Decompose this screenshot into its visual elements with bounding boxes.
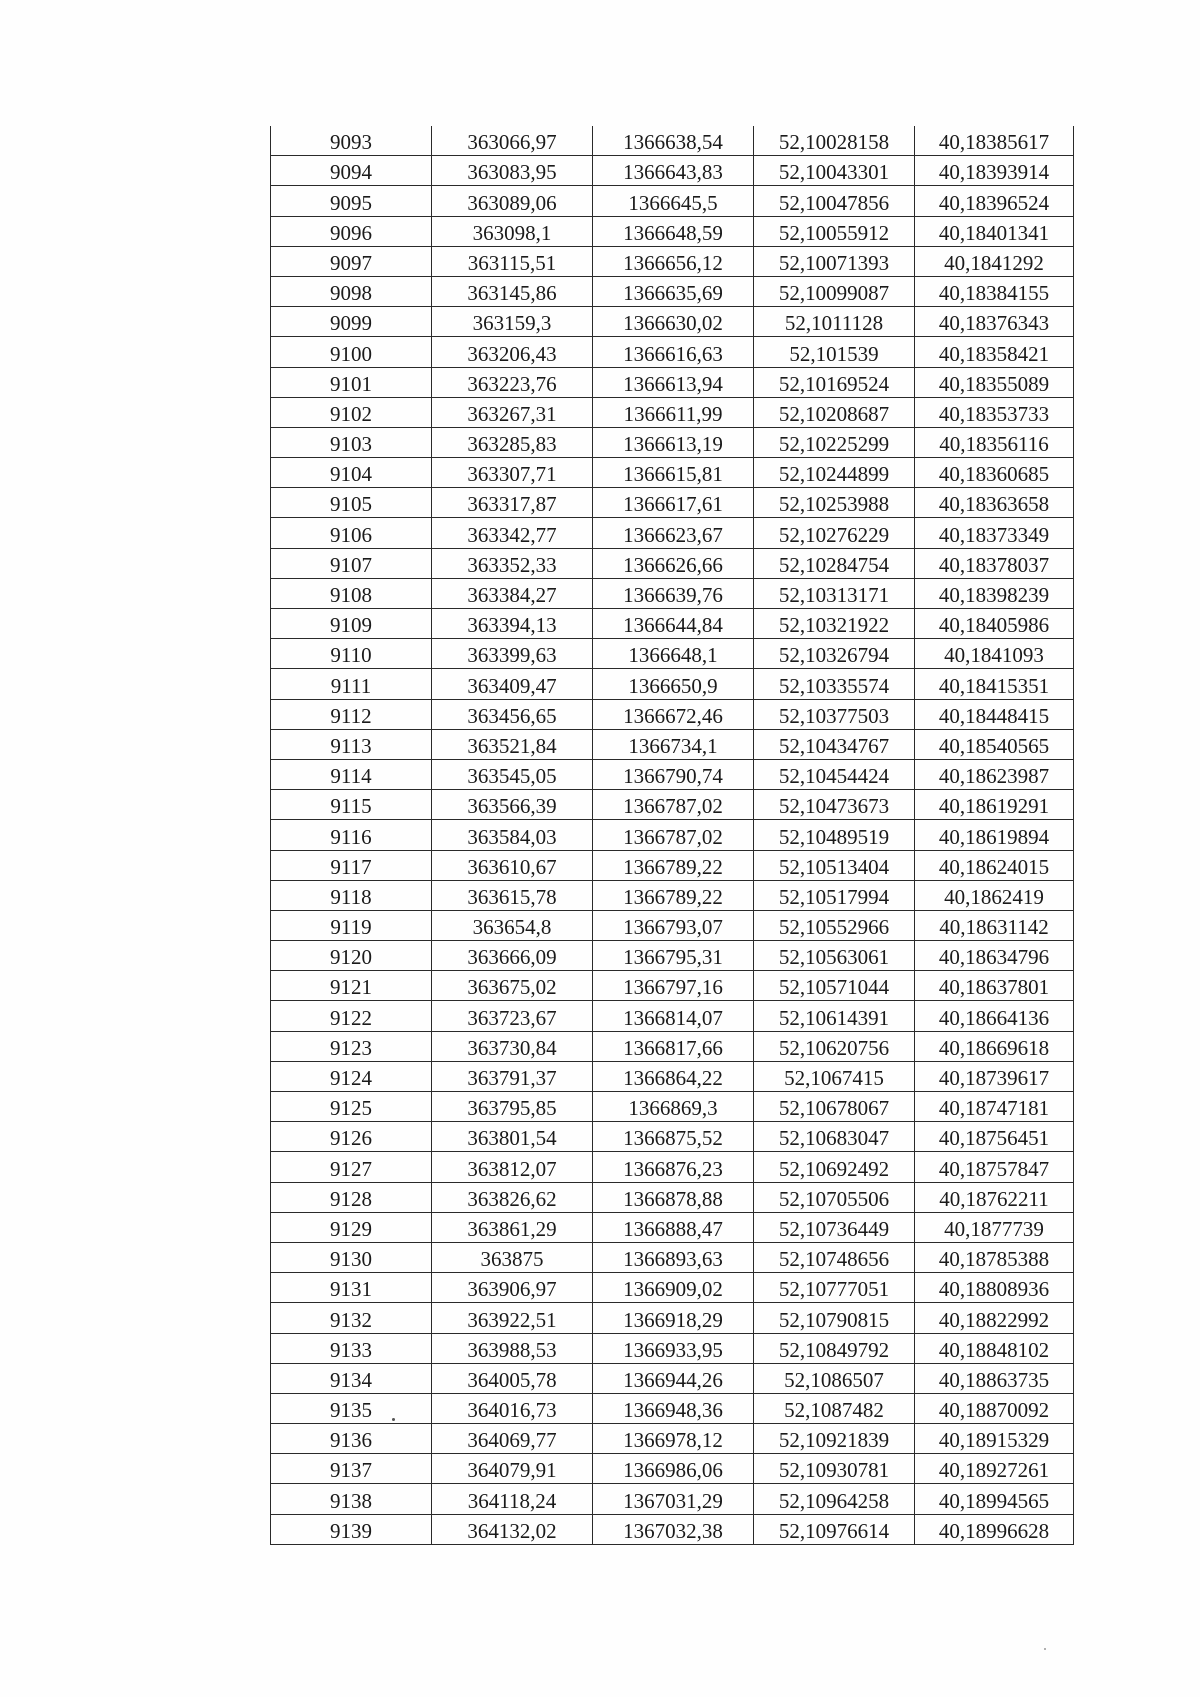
coordinates-table bbox=[270, 126, 1074, 1545]
x-coordinate-cell: 363666,09 bbox=[432, 941, 593, 971]
coordinates-table-body bbox=[271, 126, 1074, 1544]
x-coordinate-cell: 363801,54 bbox=[432, 1122, 593, 1152]
y-coordinate-cell: 1366643,83 bbox=[593, 156, 754, 186]
point-number-cell: 9120 bbox=[271, 941, 432, 971]
point-number-cell: 9100 bbox=[271, 337, 432, 367]
x-coordinate-cell: 363399,63 bbox=[432, 639, 593, 669]
longitude-cell: 40,18747181 bbox=[915, 1092, 1074, 1122]
point-number-cell: 9096 bbox=[271, 216, 432, 246]
point-number-cell: 9124 bbox=[271, 1061, 432, 1091]
x-coordinate-cell: 363352,33 bbox=[432, 548, 593, 578]
longitude-cell: 40,18353733 bbox=[915, 397, 1074, 427]
table-row bbox=[271, 458, 1074, 488]
y-coordinate-cell: 1366613,94 bbox=[593, 367, 754, 397]
point-number-cell: 9139 bbox=[271, 1514, 432, 1544]
table-row bbox=[271, 578, 1074, 608]
longitude-cell: 40,18863735 bbox=[915, 1363, 1074, 1393]
x-coordinate-cell: 363615,78 bbox=[432, 880, 593, 910]
x-coordinate-cell: 363394,13 bbox=[432, 609, 593, 639]
x-coordinate-cell: 363223,76 bbox=[432, 367, 593, 397]
latitude-cell: 52,10099087 bbox=[754, 276, 915, 306]
x-coordinate-cell: 363066,97 bbox=[432, 126, 593, 156]
point-number-cell: 9098 bbox=[271, 276, 432, 306]
table-row bbox=[271, 1303, 1074, 1333]
latitude-cell: 52,10736449 bbox=[754, 1212, 915, 1242]
x-coordinate-cell: 363115,51 bbox=[432, 246, 593, 276]
latitude-cell: 52,1086507 bbox=[754, 1363, 915, 1393]
table-row bbox=[271, 1092, 1074, 1122]
x-coordinate-cell: 363159,3 bbox=[432, 307, 593, 337]
y-coordinate-cell: 1366613,19 bbox=[593, 427, 754, 457]
point-number-cell: 9130 bbox=[271, 1242, 432, 1272]
x-coordinate-cell: 363384,27 bbox=[432, 578, 593, 608]
y-coordinate-cell: 1366734,1 bbox=[593, 729, 754, 759]
point-number-cell: 9126 bbox=[271, 1122, 432, 1152]
longitude-cell: 40,18356116 bbox=[915, 427, 1074, 457]
latitude-cell: 52,10225299 bbox=[754, 427, 915, 457]
point-number-cell: 9093 bbox=[271, 126, 432, 156]
table-row bbox=[271, 156, 1074, 186]
table-row bbox=[271, 1212, 1074, 1242]
longitude-cell: 40,18756451 bbox=[915, 1122, 1074, 1152]
latitude-cell: 52,10552966 bbox=[754, 910, 915, 940]
table-row bbox=[271, 790, 1074, 820]
x-coordinate-cell: 363654,8 bbox=[432, 910, 593, 940]
point-number-cell: 9129 bbox=[271, 1212, 432, 1242]
point-number-cell: 9131 bbox=[271, 1273, 432, 1303]
latitude-cell: 52,10321922 bbox=[754, 609, 915, 639]
y-coordinate-cell: 1366644,84 bbox=[593, 609, 754, 639]
latitude-cell: 52,10434767 bbox=[754, 729, 915, 759]
table-row bbox=[271, 367, 1074, 397]
latitude-cell: 52,10377503 bbox=[754, 699, 915, 729]
table-row bbox=[271, 1061, 1074, 1091]
longitude-cell: 40,18448415 bbox=[915, 699, 1074, 729]
point-number-cell: 9112 bbox=[271, 699, 432, 729]
y-coordinate-cell: 1366875,52 bbox=[593, 1122, 754, 1152]
latitude-cell: 52,10071393 bbox=[754, 246, 915, 276]
y-coordinate-cell: 1367031,29 bbox=[593, 1484, 754, 1514]
latitude-cell: 52,10692492 bbox=[754, 1152, 915, 1182]
point-number-cell: 9123 bbox=[271, 1031, 432, 1061]
y-coordinate-cell: 1366639,76 bbox=[593, 578, 754, 608]
latitude-cell: 52,10571044 bbox=[754, 971, 915, 1001]
point-number-cell: 9138 bbox=[271, 1484, 432, 1514]
y-coordinate-cell: 1366638,54 bbox=[593, 126, 754, 156]
y-coordinate-cell: 1366615,81 bbox=[593, 458, 754, 488]
latitude-cell: 52,10473673 bbox=[754, 790, 915, 820]
y-coordinate-cell: 1366626,66 bbox=[593, 548, 754, 578]
point-number-cell: 9116 bbox=[271, 820, 432, 850]
table-row bbox=[271, 1424, 1074, 1454]
point-number-cell: 9137 bbox=[271, 1454, 432, 1484]
x-coordinate-cell: 363861,29 bbox=[432, 1212, 593, 1242]
point-number-cell: 9110 bbox=[271, 639, 432, 669]
longitude-cell: 40,18415351 bbox=[915, 669, 1074, 699]
table-row bbox=[271, 759, 1074, 789]
point-number-cell: 9136 bbox=[271, 1424, 432, 1454]
latitude-cell: 52,10678067 bbox=[754, 1092, 915, 1122]
longitude-cell: 40,18619291 bbox=[915, 790, 1074, 820]
point-number-cell: 9134 bbox=[271, 1363, 432, 1393]
table-row bbox=[271, 609, 1074, 639]
longitude-cell: 40,18623987 bbox=[915, 759, 1074, 789]
latitude-cell: 52,10777051 bbox=[754, 1273, 915, 1303]
y-coordinate-cell: 1366645,5 bbox=[593, 186, 754, 216]
table-row bbox=[271, 1152, 1074, 1182]
y-coordinate-cell: 1366630,02 bbox=[593, 307, 754, 337]
point-number-cell: 9122 bbox=[271, 1001, 432, 1031]
longitude-cell: 40,1841292 bbox=[915, 246, 1074, 276]
table-row bbox=[271, 971, 1074, 1001]
latitude-cell: 52,10169524 bbox=[754, 367, 915, 397]
x-coordinate-cell: 363456,65 bbox=[432, 699, 593, 729]
y-coordinate-cell: 1366650,9 bbox=[593, 669, 754, 699]
table-row bbox=[271, 1514, 1074, 1544]
table-row bbox=[271, 699, 1074, 729]
point-number-cell: 9133 bbox=[271, 1333, 432, 1363]
longitude-cell: 40,18385617 bbox=[915, 126, 1074, 156]
latitude-cell: 52,10620756 bbox=[754, 1031, 915, 1061]
table-row bbox=[271, 518, 1074, 548]
table-row bbox=[271, 276, 1074, 306]
longitude-cell: 40,18631142 bbox=[915, 910, 1074, 940]
y-coordinate-cell: 1366864,22 bbox=[593, 1061, 754, 1091]
x-coordinate-cell: 363723,67 bbox=[432, 1001, 593, 1031]
latitude-cell: 52,10326794 bbox=[754, 639, 915, 669]
x-coordinate-cell: 363610,67 bbox=[432, 850, 593, 880]
latitude-cell: 52,10964258 bbox=[754, 1484, 915, 1514]
table-row bbox=[271, 1242, 1074, 1272]
point-number-cell: 9108 bbox=[271, 578, 432, 608]
table-row bbox=[271, 1001, 1074, 1031]
table-row bbox=[271, 337, 1074, 367]
latitude-cell: 52,10748656 bbox=[754, 1242, 915, 1272]
x-coordinate-cell: 363922,51 bbox=[432, 1303, 593, 1333]
x-coordinate-cell: 363145,86 bbox=[432, 276, 593, 306]
table-row bbox=[271, 246, 1074, 276]
longitude-cell: 40,18669618 bbox=[915, 1031, 1074, 1061]
table-row bbox=[271, 186, 1074, 216]
y-coordinate-cell: 1366888,47 bbox=[593, 1212, 754, 1242]
y-coordinate-cell: 1366797,16 bbox=[593, 971, 754, 1001]
longitude-cell: 40,18996628 bbox=[915, 1514, 1074, 1544]
point-number-cell: 9101 bbox=[271, 367, 432, 397]
y-coordinate-cell: 1366789,22 bbox=[593, 850, 754, 880]
table-row bbox=[271, 1122, 1074, 1152]
x-coordinate-cell: 364069,77 bbox=[432, 1424, 593, 1454]
point-number-cell: 9099 bbox=[271, 307, 432, 337]
x-coordinate-cell: 364132,02 bbox=[432, 1514, 593, 1544]
longitude-cell: 40,18360685 bbox=[915, 458, 1074, 488]
table-row bbox=[271, 1454, 1074, 1484]
point-number-cell: 9115 bbox=[271, 790, 432, 820]
latitude-cell: 52,1067415 bbox=[754, 1061, 915, 1091]
table-row bbox=[271, 1182, 1074, 1212]
y-coordinate-cell: 1366878,88 bbox=[593, 1182, 754, 1212]
table-row bbox=[271, 820, 1074, 850]
x-coordinate-cell: 363791,37 bbox=[432, 1061, 593, 1091]
y-coordinate-cell: 1366787,02 bbox=[593, 820, 754, 850]
x-coordinate-cell: 363083,95 bbox=[432, 156, 593, 186]
point-number-cell: 9119 bbox=[271, 910, 432, 940]
point-number-cell: 9111 bbox=[271, 669, 432, 699]
y-coordinate-cell: 1366616,63 bbox=[593, 337, 754, 367]
x-coordinate-cell: 363988,53 bbox=[432, 1333, 593, 1363]
point-number-cell: 9128 bbox=[271, 1182, 432, 1212]
x-coordinate-cell: 363675,02 bbox=[432, 971, 593, 1001]
longitude-cell: 40,1877739 bbox=[915, 1212, 1074, 1242]
y-coordinate-cell: 1367032,38 bbox=[593, 1514, 754, 1544]
point-number-cell: 9109 bbox=[271, 609, 432, 639]
scan-speck bbox=[1044, 1648, 1046, 1650]
x-coordinate-cell: 363089,06 bbox=[432, 186, 593, 216]
x-coordinate-cell: 363566,39 bbox=[432, 790, 593, 820]
y-coordinate-cell: 1366790,74 bbox=[593, 759, 754, 789]
point-number-cell: 9102 bbox=[271, 397, 432, 427]
point-number-cell: 9094 bbox=[271, 156, 432, 186]
table-row bbox=[271, 850, 1074, 880]
latitude-cell: 52,10790815 bbox=[754, 1303, 915, 1333]
point-number-cell: 9132 bbox=[271, 1303, 432, 1333]
latitude-cell: 52,10454424 bbox=[754, 759, 915, 789]
table-row bbox=[271, 216, 1074, 246]
table-row bbox=[271, 397, 1074, 427]
longitude-cell: 40,18401341 bbox=[915, 216, 1074, 246]
latitude-cell: 52,10517994 bbox=[754, 880, 915, 910]
longitude-cell: 40,18808936 bbox=[915, 1273, 1074, 1303]
y-coordinate-cell: 1366876,23 bbox=[593, 1152, 754, 1182]
longitude-cell: 40,18637801 bbox=[915, 971, 1074, 1001]
table-row bbox=[271, 1393, 1074, 1423]
table-row bbox=[271, 729, 1074, 759]
longitude-cell: 40,18396524 bbox=[915, 186, 1074, 216]
point-number-cell: 9095 bbox=[271, 186, 432, 216]
latitude-cell: 52,10253988 bbox=[754, 488, 915, 518]
y-coordinate-cell: 1366648,59 bbox=[593, 216, 754, 246]
x-coordinate-cell: 363521,84 bbox=[432, 729, 593, 759]
latitude-cell: 52,10921839 bbox=[754, 1424, 915, 1454]
y-coordinate-cell: 1366635,69 bbox=[593, 276, 754, 306]
point-number-cell: 9127 bbox=[271, 1152, 432, 1182]
latitude-cell: 52,10614391 bbox=[754, 1001, 915, 1031]
latitude-cell: 52,101539 bbox=[754, 337, 915, 367]
y-coordinate-cell: 1366909,02 bbox=[593, 1273, 754, 1303]
table-row bbox=[271, 307, 1074, 337]
latitude-cell: 52,10313171 bbox=[754, 578, 915, 608]
y-coordinate-cell: 1366814,07 bbox=[593, 1001, 754, 1031]
longitude-cell: 40,18384155 bbox=[915, 276, 1074, 306]
point-number-cell: 9135 bbox=[271, 1393, 432, 1423]
latitude-cell: 52,10930781 bbox=[754, 1454, 915, 1484]
longitude-cell: 40,18870092 bbox=[915, 1393, 1074, 1423]
latitude-cell: 52,10047856 bbox=[754, 186, 915, 216]
y-coordinate-cell: 1366933,95 bbox=[593, 1333, 754, 1363]
y-coordinate-cell: 1366787,02 bbox=[593, 790, 754, 820]
latitude-cell: 52,10276229 bbox=[754, 518, 915, 548]
x-coordinate-cell: 363875 bbox=[432, 1242, 593, 1272]
longitude-cell: 40,18624015 bbox=[915, 850, 1074, 880]
latitude-cell: 52,1087482 bbox=[754, 1393, 915, 1423]
point-number-cell: 9114 bbox=[271, 759, 432, 789]
latitude-cell: 52,10513404 bbox=[754, 850, 915, 880]
table-row bbox=[271, 1363, 1074, 1393]
x-coordinate-cell: 363317,87 bbox=[432, 488, 593, 518]
longitude-cell: 40,18757847 bbox=[915, 1152, 1074, 1182]
latitude-cell: 52,10849792 bbox=[754, 1333, 915, 1363]
y-coordinate-cell: 1366978,12 bbox=[593, 1424, 754, 1454]
x-coordinate-cell: 363098,1 bbox=[432, 216, 593, 246]
x-coordinate-cell: 364016,73 bbox=[432, 1393, 593, 1423]
table-row bbox=[271, 639, 1074, 669]
point-number-cell: 9097 bbox=[271, 246, 432, 276]
longitude-cell: 40,18405986 bbox=[915, 609, 1074, 639]
x-coordinate-cell: 364118,24 bbox=[432, 1484, 593, 1514]
point-number-cell: 9105 bbox=[271, 488, 432, 518]
x-coordinate-cell: 363545,05 bbox=[432, 759, 593, 789]
latitude-cell: 52,10208687 bbox=[754, 397, 915, 427]
x-coordinate-cell: 363906,97 bbox=[432, 1273, 593, 1303]
table-row bbox=[271, 427, 1074, 457]
x-coordinate-cell: 363307,71 bbox=[432, 458, 593, 488]
y-coordinate-cell: 1366795,31 bbox=[593, 941, 754, 971]
point-number-cell: 9107 bbox=[271, 548, 432, 578]
x-coordinate-cell: 363795,85 bbox=[432, 1092, 593, 1122]
table-row bbox=[271, 1031, 1074, 1061]
longitude-cell: 40,18373349 bbox=[915, 518, 1074, 548]
x-coordinate-cell: 364079,91 bbox=[432, 1454, 593, 1484]
longitude-cell: 40,18398239 bbox=[915, 578, 1074, 608]
latitude-cell: 52,10563061 bbox=[754, 941, 915, 971]
point-number-cell: 9118 bbox=[271, 880, 432, 910]
y-coordinate-cell: 1366672,46 bbox=[593, 699, 754, 729]
y-coordinate-cell: 1366648,1 bbox=[593, 639, 754, 669]
point-number-cell: 9104 bbox=[271, 458, 432, 488]
longitude-cell: 40,18848102 bbox=[915, 1333, 1074, 1363]
table-row bbox=[271, 1333, 1074, 1363]
longitude-cell: 40,18540565 bbox=[915, 729, 1074, 759]
x-coordinate-cell: 364005,78 bbox=[432, 1363, 593, 1393]
latitude-cell: 52,10705506 bbox=[754, 1182, 915, 1212]
latitude-cell: 52,10489519 bbox=[754, 820, 915, 850]
longitude-cell: 40,18927261 bbox=[915, 1454, 1074, 1484]
longitude-cell: 40,18363658 bbox=[915, 488, 1074, 518]
point-number-cell: 9121 bbox=[271, 971, 432, 1001]
table-row bbox=[271, 488, 1074, 518]
longitude-cell: 40,18994565 bbox=[915, 1484, 1074, 1514]
latitude-cell: 52,10055912 bbox=[754, 216, 915, 246]
x-coordinate-cell: 363342,77 bbox=[432, 518, 593, 548]
x-coordinate-cell: 363826,62 bbox=[432, 1182, 593, 1212]
y-coordinate-cell: 1366789,22 bbox=[593, 880, 754, 910]
y-coordinate-cell: 1366617,61 bbox=[593, 488, 754, 518]
latitude-cell: 52,10244899 bbox=[754, 458, 915, 488]
longitude-cell: 40,18634796 bbox=[915, 941, 1074, 971]
y-coordinate-cell: 1366918,29 bbox=[593, 1303, 754, 1333]
latitude-cell: 52,1011128 bbox=[754, 307, 915, 337]
latitude-cell: 52,10284754 bbox=[754, 548, 915, 578]
latitude-cell: 52,10335574 bbox=[754, 669, 915, 699]
latitude-cell: 52,10683047 bbox=[754, 1122, 915, 1152]
y-coordinate-cell: 1366793,07 bbox=[593, 910, 754, 940]
longitude-cell: 40,1841093 bbox=[915, 639, 1074, 669]
scan-speck bbox=[392, 1418, 395, 1421]
latitude-cell: 52,10976614 bbox=[754, 1514, 915, 1544]
table-row bbox=[271, 1273, 1074, 1303]
y-coordinate-cell: 1366656,12 bbox=[593, 246, 754, 276]
table-row bbox=[271, 880, 1074, 910]
point-number-cell: 9103 bbox=[271, 427, 432, 457]
longitude-cell: 40,18762211 bbox=[915, 1182, 1074, 1212]
x-coordinate-cell: 363267,31 bbox=[432, 397, 593, 427]
x-coordinate-cell: 363584,03 bbox=[432, 820, 593, 850]
latitude-cell: 52,10028158 bbox=[754, 126, 915, 156]
longitude-cell: 40,18376343 bbox=[915, 307, 1074, 337]
y-coordinate-cell: 1366948,36 bbox=[593, 1393, 754, 1423]
x-coordinate-cell: 363206,43 bbox=[432, 337, 593, 367]
y-coordinate-cell: 1366869,3 bbox=[593, 1092, 754, 1122]
x-coordinate-cell: 363285,83 bbox=[432, 427, 593, 457]
longitude-cell: 40,1862419 bbox=[915, 880, 1074, 910]
longitude-cell: 40,18785388 bbox=[915, 1242, 1074, 1272]
longitude-cell: 40,18664136 bbox=[915, 1001, 1074, 1031]
table-row bbox=[271, 910, 1074, 940]
table-row bbox=[271, 669, 1074, 699]
y-coordinate-cell: 1366944,26 bbox=[593, 1363, 754, 1393]
point-number-cell: 9125 bbox=[271, 1092, 432, 1122]
longitude-cell: 40,18378037 bbox=[915, 548, 1074, 578]
x-coordinate-cell: 363812,07 bbox=[432, 1152, 593, 1182]
y-coordinate-cell: 1366817,66 bbox=[593, 1031, 754, 1061]
longitude-cell: 40,18915329 bbox=[915, 1424, 1074, 1454]
x-coordinate-cell: 363730,84 bbox=[432, 1031, 593, 1061]
point-number-cell: 9117 bbox=[271, 850, 432, 880]
longitude-cell: 40,18739617 bbox=[915, 1061, 1074, 1091]
y-coordinate-cell: 1366623,67 bbox=[593, 518, 754, 548]
table-row bbox=[271, 126, 1074, 156]
y-coordinate-cell: 1366986,06 bbox=[593, 1454, 754, 1484]
longitude-cell: 40,18393914 bbox=[915, 156, 1074, 186]
table-row bbox=[271, 1484, 1074, 1514]
longitude-cell: 40,18619894 bbox=[915, 820, 1074, 850]
y-coordinate-cell: 1366893,63 bbox=[593, 1242, 754, 1272]
longitude-cell: 40,18358421 bbox=[915, 337, 1074, 367]
point-number-cell: 9106 bbox=[271, 518, 432, 548]
longitude-cell: 40,18822992 bbox=[915, 1303, 1074, 1333]
longitude-cell: 40,18355089 bbox=[915, 367, 1074, 397]
table-row bbox=[271, 548, 1074, 578]
y-coordinate-cell: 1366611,99 bbox=[593, 397, 754, 427]
x-coordinate-cell: 363409,47 bbox=[432, 669, 593, 699]
point-number-cell: 9113 bbox=[271, 729, 432, 759]
latitude-cell: 52,10043301 bbox=[754, 156, 915, 186]
table-row bbox=[271, 941, 1074, 971]
